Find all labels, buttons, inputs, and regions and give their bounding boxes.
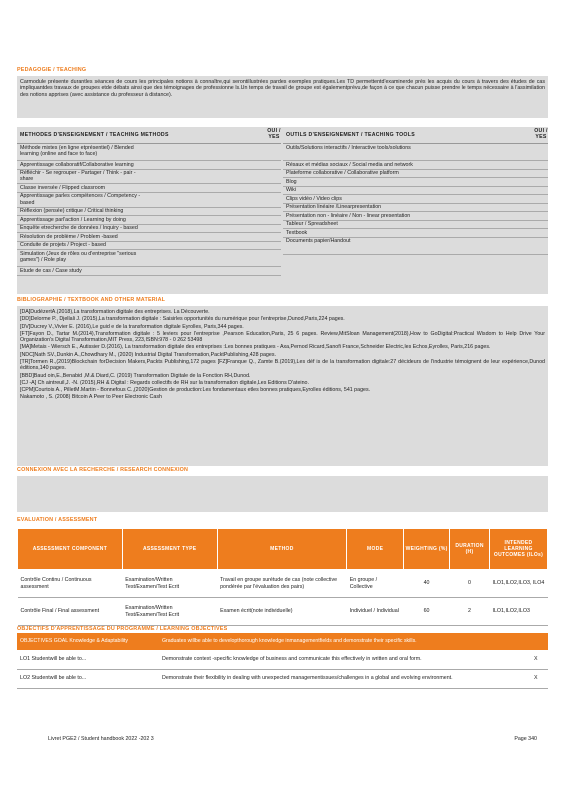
col-weighting: WEIGHTING (%) xyxy=(404,529,450,570)
method-row: Méthode mixtes (en ligne etprésentiel) / Blended learning (online and face to face) xyxy=(17,144,281,161)
teaching-methods-header xyxy=(17,127,281,144)
bibliography-entry: [DD]Delorme P., Djellali J. (2015),La transformation digitale : Saisirles opportunités du numérique pour l'entreprise,Dunod,Paris,224 pages. xyxy=(20,316,345,323)
table-row xyxy=(18,598,548,626)
tool-row: Résaux et médias sociaux / Social media and network xyxy=(283,161,548,170)
tool-row: Wiki xyxy=(283,187,548,196)
assessment-mode: Individuel / Individual xyxy=(347,598,404,626)
methods-yes-label: OUI / YES xyxy=(267,128,281,140)
col-assessment-component: ASSESSMENT COMPONENT xyxy=(18,529,123,570)
method-row: Conduite de projets / Project - based xyxy=(17,242,281,251)
assessment-ilos: ILO1,ILO2,ILO3, ILO4 xyxy=(490,570,548,598)
objective-code: LO1 Studentwill be able to... xyxy=(17,650,159,669)
bibliography-entry: [FT]Fayon D., Tartar M.(2014),Transformation digitale : 5 leviers pour l'entreprise ,Pearson Education,Paris, 25 6 pages. Review,MitSloan Management(2018),How to GoDigital:Practical Wisdom to Help Drive Your Organization's Digital Transformation,MIT Press, 223,ISBN:978 - 0 262 53498 xyxy=(20,330,545,344)
table-row xyxy=(17,650,548,669)
tool-row: Présentation linéaire /Linearpresentation xyxy=(283,204,548,213)
method-row: Apprentissage parles compétences / Competency -based xyxy=(17,193,281,208)
col-method: METHOD xyxy=(217,529,347,570)
method-row: Résolution de problème / Problem -based xyxy=(17,233,281,242)
bibliography-heading: BIBLIOGRAPHIE / TEXTBOOK AND OTHER MATERIAL xyxy=(17,297,166,303)
methods-table xyxy=(17,127,548,294)
bibliography-entry: Nakamoto , S. (2008) Bitcoin A Peer to Peer Electronic Cash xyxy=(20,394,162,401)
method-row: Apprentissage parl'action / Learning by doing xyxy=(17,216,281,225)
bibliography-entry: [BBD]Baud oin,E.,Benabid ,M.& Diard,C. (2019) Transformation Digitale de la Fonction RH,Dunod. xyxy=(20,372,251,379)
assessment-weight: 60 xyxy=(404,598,450,626)
method-row: Réflexion (pensée) critique / Critical thinking xyxy=(17,208,281,217)
teaching-tools-header xyxy=(283,127,548,144)
pedagogy-text: Carmodule présente durantles séances de cours les principales notions à connaître,qui serontillustrées pardes exemples pratiques.Les TD permettentd'examinerde près les acquis du cours à travers des études de cas impliquantdes travaux de groupes etde débats ainsi que des témoignages de professionne ls.Un temps de travail de groupe est égalementprévu,de façon à ce que chacun puisse prendre le temps nécessaire à l'assimilation des notions apprises (avec assistance du professeur à distance). xyxy=(17,76,548,118)
assessment-type: Examination/Written Test/Examen/Test Ecrit xyxy=(122,598,217,626)
assessment-ilos: ILO1,ILO2,ILO3 xyxy=(490,598,548,626)
tool-row: Plateforme collaborative / Collaborative platform xyxy=(283,170,548,179)
assessment-component: Contrôle Final / Final assessment xyxy=(18,598,123,626)
objective-text: Demonstrate context -specific knowledge of business and communicate this effectively in written and oral form. xyxy=(159,650,531,669)
bibliography-entry: [TR]Tormen R.,(2019)Blockchain forDecision Makers,Packts Publishing,172 pages [FZ]Franque Q., Zamte B.(2019),Les déf is de la transformation digitale:27 décideurs de l'industrie témoignent de leur expérience,Dunod éditions,140 pages. xyxy=(20,358,545,372)
table-row xyxy=(18,570,548,598)
tools-yes-label: OUI / YES xyxy=(534,128,548,140)
bibliography-entry: [DA]DudézertA.(2018),La transformation digitale des entreprises. La Découverte. xyxy=(20,309,210,315)
assessment-mode: En groupe / Collective xyxy=(347,570,404,598)
bibliography-entry: [NDC]Nath SV.,Dunkin A.,Chowdhary M., (2020) Industrial Digital Transformation,PacktPublishing,428 pages. xyxy=(20,351,276,358)
teaching-tools-title: OUTILS D'ENSEIGNEMENT / TEACHING TOOLS xyxy=(286,131,415,138)
tool-row: Outils/Solutions interactifs / Interactive tools/solutions xyxy=(283,144,548,161)
research-connexion-box xyxy=(17,476,548,512)
tool-row: Clips vidéo / Video clips xyxy=(283,195,548,204)
assessment-type: Examination/Written Test/Examen/Test Ecrit xyxy=(122,570,217,598)
method-row: Etude de cas / Case study xyxy=(17,267,281,276)
objectives-heading: OBJECTIFS D'APPRENTISSAGE DU PROGRAMME / LEARNING OBJECTIVES xyxy=(17,626,228,632)
tool-row: Textbook xyxy=(283,229,548,238)
bibliography-list xyxy=(17,306,548,466)
bibliography-entry: [MA]Metais - Wiersch E., Autissier D.(2016), La transformation digitale des entreprises :Les bonnes pratiques - Axa,Pernod Ricard,Sanofi France,Schneider Electric,les Echos,Eyrolles, Paris,216 pages. xyxy=(20,344,491,351)
method-row: Enquête etrecherche de données / Inquiry - based xyxy=(17,225,281,234)
col-mode: MODE xyxy=(347,529,404,570)
page-number: Page 340 xyxy=(514,736,537,742)
assessment-method: Examen écrit(note individuelle) xyxy=(217,598,347,626)
objective-mark: X xyxy=(531,650,548,669)
footer-handbook-label: Livret PGE2 / Student handbook 2022 -202 3 xyxy=(48,736,154,742)
assessment-duration: 2 xyxy=(450,598,490,626)
evaluation-table xyxy=(17,528,548,626)
col-ilos: INTENDED LEARNING OUTCOMES (ILOs) xyxy=(490,529,548,570)
evaluation-heading: EVALUATION / ASSESSMENT xyxy=(17,517,98,523)
teaching-methods-column xyxy=(17,127,281,276)
assessment-component: Contrôle Continu / Continuous assessment xyxy=(18,570,123,598)
objectives-table xyxy=(17,633,548,689)
objectives-goal-text: Graduates willbe able to developthorough knowledge inmanagementfields and demonstrate their specific skills. xyxy=(159,633,548,650)
col-assessment-type: ASSESSMENT TYPE xyxy=(122,529,217,570)
assessment-method: Travail en groupe surétude de cas (note collective pondérée par l'évaluation des pairs) xyxy=(217,570,347,598)
assessment-duration: 0 xyxy=(450,570,490,598)
objectives-goal-label: OBJECTIVES GOAL Knowledge & Adaptability xyxy=(17,633,159,650)
bibliography-entry: [CPM]Courtois A., PilletM.Martin - Bonnefous C.,(2020)Gestion de production:Les fondamentaux etles bonnes pratiques,Eyrolles éditions, 541 pages. xyxy=(20,387,371,394)
tool-row: Tableur / Spreadsheet xyxy=(283,221,548,230)
method-row: Simulation (Jeux de rôles ou d'entreprise "serious games") / Role play xyxy=(17,250,281,267)
method-row: Apprentissage collaboratif/Collaborative learning xyxy=(17,161,281,170)
col-duration: DURATION (H) xyxy=(450,529,490,570)
tool-row: Présentation non - linéaire / Non - linear presentation xyxy=(283,212,548,221)
evaluation-header-row xyxy=(18,529,548,570)
bibliography-entry: [DV]Ducrey V.,Vivier E. (2016),Le guid e de la transformation digitale Eyrolles, Paris,344 pages. xyxy=(20,323,244,330)
objective-mark: X xyxy=(531,669,548,688)
tool-row: Documents papier/Handout xyxy=(283,238,548,255)
bibliography-entry: [CJ -A] Ch aintreuil,J. -N. (2015),RH & Digital : Regards collectifs de RH sur la transformation digitale,Les Editions D'ateino. xyxy=(20,379,309,386)
objectives-header-row xyxy=(17,633,548,650)
teaching-tools-column xyxy=(283,127,548,255)
pedagogy-heading: PEDAGOGIE / TEACHING xyxy=(17,67,87,73)
method-row: Réfléchir - Se regrouper - Partager / Think - pair - share xyxy=(17,170,281,185)
research-connexion-heading: CONNEXION AVEC LA RECHERCHE / RESEARCH CONNEXION xyxy=(17,467,189,473)
teaching-methods-title: METHODES D'ENSEIGNEMENT / TEACHING METHODS xyxy=(20,131,169,138)
assessment-weight: 40 xyxy=(404,570,450,598)
method-row: Classe inversée / Flipped classroom xyxy=(17,184,281,193)
objective-code: LO2 Studentwill be able to... xyxy=(17,669,159,688)
tool-row: Blog xyxy=(283,178,548,187)
objective-text: Demonstrate their flexibility in dealing with unexpected managementissues/challenges in a global and evolving environment. xyxy=(159,669,531,688)
table-row xyxy=(17,669,548,688)
